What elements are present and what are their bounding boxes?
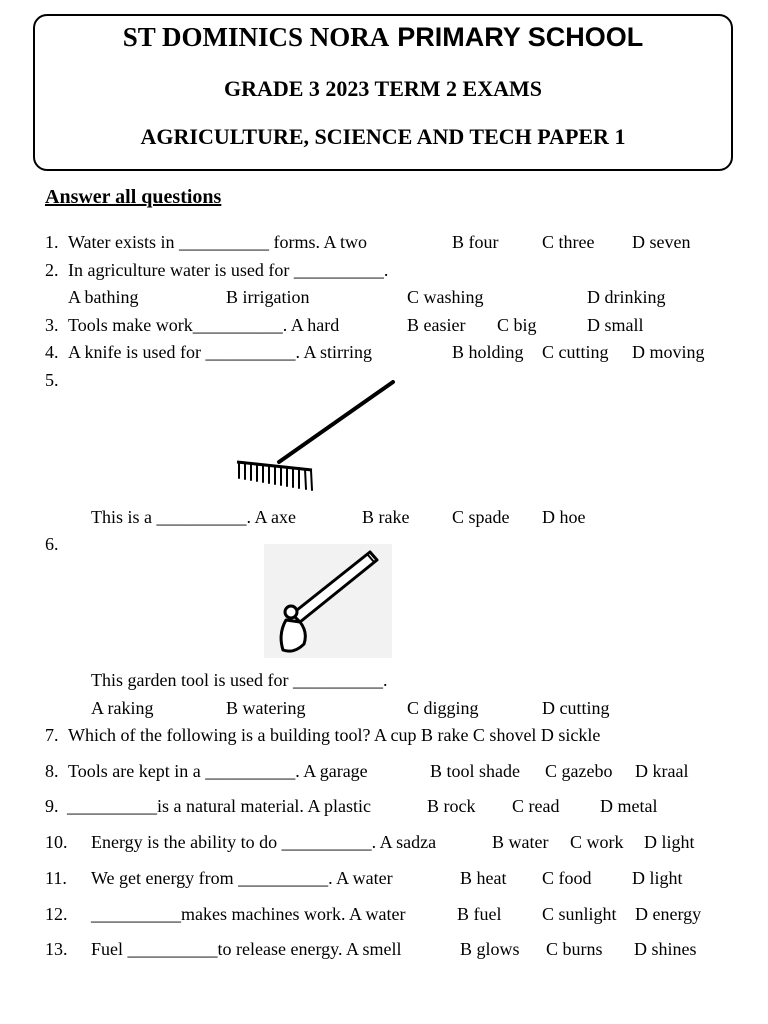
instruction-heading: Answer all questions [45, 186, 222, 208]
question-text: Fuel __________to release energy. A smell [91, 939, 402, 959]
question-number: 8. [45, 761, 59, 781]
option: C cutting [542, 342, 609, 362]
option: C washing [407, 287, 484, 307]
option: B heat [460, 868, 507, 888]
option: C gazebo [545, 761, 613, 781]
question-number: 2. [45, 260, 59, 280]
rake-icon [234, 378, 399, 492]
option: B glows [460, 939, 520, 959]
option: C spade [452, 507, 510, 527]
question-number: 12. [45, 904, 68, 924]
option: D energy [635, 904, 702, 924]
question-text: Tools make work__________. A hard [68, 315, 340, 335]
hoe-icon [264, 544, 392, 658]
option: D seven [632, 232, 691, 252]
option: B irrigation [226, 287, 310, 307]
option: C digging [407, 698, 479, 718]
question-text: We get energy from __________. A water [91, 868, 393, 888]
question-number: 1. [45, 232, 59, 252]
school-name-sans: PRIMARY SCHOOL [397, 22, 644, 52]
option: D cutting [542, 698, 610, 718]
question-text: Which of the following is a building tool? A cup B rake C shovel D sickle [68, 725, 601, 745]
option: B rock [427, 796, 476, 816]
question-text: __________is a natural material. A plastic [67, 796, 371, 816]
option: D shines [634, 939, 697, 959]
option: B watering [226, 698, 306, 718]
question-text: This is a __________. A axe [91, 507, 296, 527]
option: B easier [407, 315, 466, 335]
question-text: Energy is the ability to do __________. A sadza [91, 832, 437, 852]
school-name [35, 22, 731, 53]
option: D small [587, 315, 644, 335]
option: A bathing [68, 287, 139, 307]
option: B four [452, 232, 499, 252]
option: B tool shade [430, 761, 520, 781]
option: B holding [452, 342, 524, 362]
question-number: 4. [45, 342, 59, 362]
option: A raking [91, 698, 154, 718]
option: C sunlight [542, 904, 617, 924]
option: C burns [546, 939, 603, 959]
question-number: 10. [45, 832, 68, 852]
question-number: 3. [45, 315, 59, 335]
option: D moving [632, 342, 705, 362]
paper-title: AGRICULTURE, SCIENCE AND TECH PAPER 1 [140, 124, 626, 149]
question-text: This garden tool is used for __________. [91, 670, 388, 690]
question-number: 6. [45, 534, 59, 554]
option: B water [492, 832, 549, 852]
option: D drinking [587, 287, 666, 307]
question-number: 13. [45, 939, 68, 959]
school-name-serif: ST DOMINICS NORA [122, 22, 390, 52]
option: D metal [600, 796, 658, 816]
option: D hoe [542, 507, 586, 527]
option: B rake [362, 507, 410, 527]
option: D light [644, 832, 695, 852]
option: D kraal [635, 761, 689, 781]
question-number: 7. [45, 725, 59, 745]
question-text: Water exists in __________ forms. A two [68, 232, 368, 252]
question-text: __________makes machines work. A water [91, 904, 406, 924]
question-number: 11. [45, 868, 67, 888]
question-text: Tools are kept in a __________. A garage [68, 761, 368, 781]
option: C food [542, 868, 592, 888]
question-text: In agriculture water is used for __________. [68, 260, 389, 280]
option: C work [570, 832, 624, 852]
option: C big [497, 315, 537, 335]
exam-header [33, 14, 733, 171]
question-text: A knife is used for __________. A stirring [68, 342, 372, 362]
question-number: 5. [45, 370, 59, 390]
option: D light [632, 868, 683, 888]
question-number: 9. [45, 796, 59, 816]
option: C three [542, 232, 595, 252]
option: B fuel [457, 904, 502, 924]
exam-title: GRADE 3 2023 TERM 2 EXAMS [223, 76, 542, 101]
option: C read [512, 796, 560, 816]
